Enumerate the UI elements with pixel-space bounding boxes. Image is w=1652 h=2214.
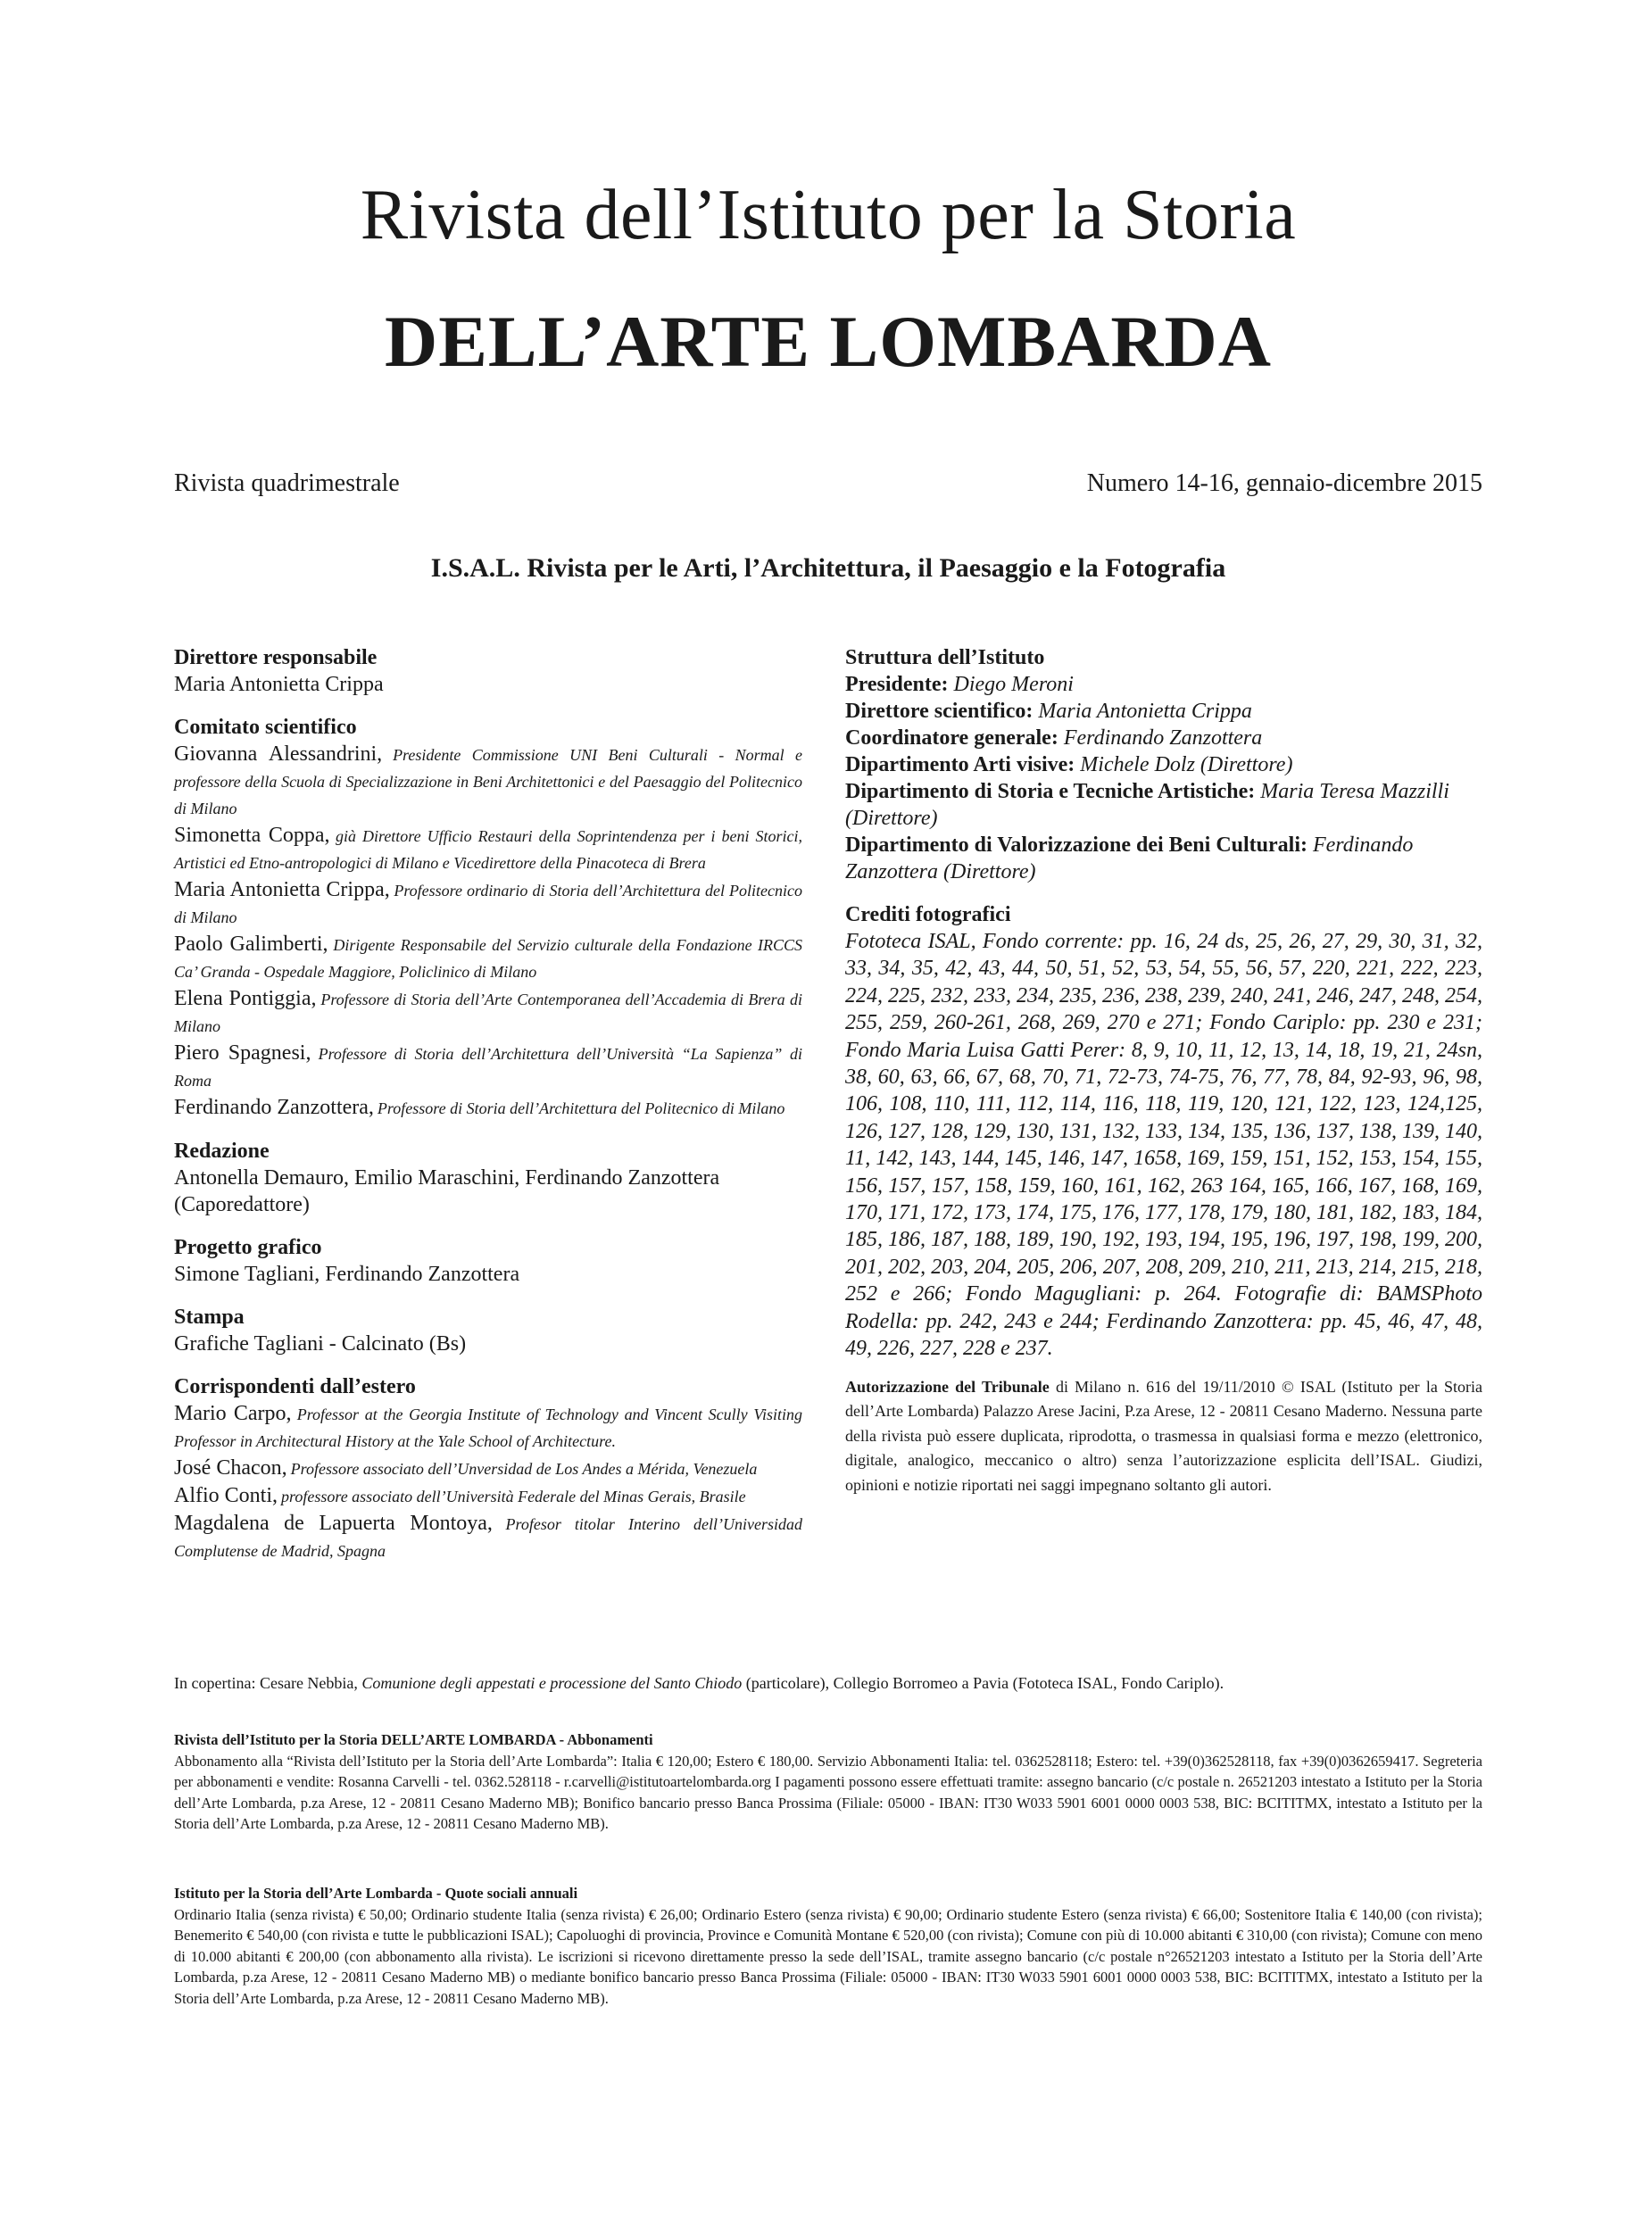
role-valorizzazione: Dipartimento di Valorizzazione dei Beni Culturali: Ferdinando Zanzottera (Direttore) bbox=[845, 833, 1414, 883]
member-role: Professore di Storia dell’Architettura dell’Università “La Sapienza” di Roma bbox=[174, 1045, 802, 1090]
comitato-member bbox=[174, 741, 802, 822]
member-name: Piero Spagnesi, bbox=[174, 1041, 311, 1065]
corrispondente bbox=[174, 1510, 802, 1564]
cover-work-title: Comunione degli appestati e processione del Santo Chiodo bbox=[361, 1674, 743, 1692]
quote-sociali-text: Ordinario Italia (senza rivista) € 50,00; Ordinario studente Italia (senza rivista) € 26,00; Ordinario Estero (senza rivista) € 90,00; Ordinario studente Estero (senza rivista) € 66,00; Sostenitore Italia € 140,00 (con rivista); Benemerito € 540,00 (con rivista e tutte le pubblicazioni ISAL); Capoluoghi di provincia, Province e Comunità Montane € 520,00 (con rivista); Comune con più di 10.000 abitanti € 310,00 (con rivista); Comune con meno di 10.000 abitanti € 200,00 (con abbonamento alla rivista). Le iscrizioni si ricevono direttamente presso la sede dell’ISAL, tramite assegno bancario (c/c postale n°26521203 intestato a Istituto per la Storia dell’Arte Lombarda, p.za Arese, 12 - 20811 Cesano Maderno MB) o mediante bonifico bancario presso Banca Prossima (Filiale: 05000 - IBAN: IT30 W033 5901 6001 0000 0003 538, BIC: BCITITMX, intestato a Istituto per la Storia dell’Arte Lombarda, p.za Arese, 12 - 20811 Cesano Maderno MB). bbox=[174, 1905, 1482, 2007]
quote-sociali-heading: Istituto per la Storia dell’Arte Lombarda - Quote sociali annuali bbox=[174, 1885, 578, 1902]
member-role: professore associato dell’Università Federale del Minas Gerais, Brasile bbox=[281, 1488, 746, 1505]
autorizzazione-body: di Milano n. 616 del 19/11/2010 © ISAL (Istituto per la Storia dell’Arte Lombarda) Palazzo Arese Jacini, P.za Arese, 12 - 20811 Cesano Maderno. Nessuna parte della rivista può essere duplicata, riprodotta, o trasmessa in qualsiasi forma e mezzo (elettronico, digitale, analogico, meccanico o altro) senza l’autorizzazione esplicita dell’ISAL. Giudizi, opinioni e notizie riportati nei saggi impegnano soltanto gli autori. bbox=[845, 1377, 1483, 1494]
member-name: Paolo Galimberti, bbox=[174, 933, 328, 956]
comitato-member bbox=[174, 876, 802, 931]
comitato-member bbox=[174, 1094, 802, 1122]
journal-subtitle: I.S.A.L. Rivista per le Arti, l’Architettura, il Paesaggio e la Fotografia bbox=[430, 553, 1226, 583]
periodicity-label: Rivista quadrimestrale bbox=[174, 469, 400, 497]
direttore-name: Maria Antonietta Crippa bbox=[174, 673, 384, 696]
journal-title-line2: DELL’ARTE LOMBARDA bbox=[385, 301, 1272, 382]
member-role: Professor at the Georgia Institute of Technology and Vincent Scully Visiting Professor in Architectural History at the Yale School of Architecture. bbox=[174, 1406, 802, 1450]
member-name: José Chacon, bbox=[174, 1456, 287, 1480]
member-name: Elena Pontiggia, bbox=[174, 987, 317, 1010]
quote-sociali-block bbox=[174, 1883, 1482, 2009]
role-presidente: Presidente: Diego Meroni bbox=[845, 673, 1074, 696]
member-role: Professore di Storia dell’Architettura del Politecnico di Milano bbox=[377, 1099, 785, 1117]
member-name: Magdalena de Lapuerta Montoya, bbox=[174, 1512, 493, 1535]
issue-number-label: Numero 14-16, gennaio-dicembre 2015 bbox=[1086, 469, 1482, 497]
comitato-member bbox=[174, 985, 802, 1040]
colophon-page bbox=[174, 0, 1482, 2214]
member-role: Profesor titolar Interino dell’Universidad Complutense de Madrid, Spagna bbox=[174, 1515, 803, 1560]
abbonamenti-text: Abbonamento alla “Rivista dell’Istituto per la Storia dell’Arte Lombarda”: Italia € 120,00; Estero € 180,00. Servizio Abbonamenti Italia: tel. 0362528118; Estero: tel. +39(0)362528118, fax +39(0)0362659417. Segreteria per abbonamenti e vendite: Rosanna Carvelli - tel. 0362.528118 - r.carvelli@istitutoartelombarda.org I pagamenti possono essere effettuati tramite: assegno bancario (c/c postale n. 26521203 intestato a Istituto per la Storia dell’Arte Lombarda, p.za Arese, 12 - 20811 Cesano Maderno MB); Bonifico bancario presso Banca Prossima (Filiale: 05000 - IBAN: IT30 W033 5901 6001 0000 0003 538, BIC: BCITITMX, intestato a Istituto per la Storia dell’Arte Lombarda, p.za Arese, 12 - 20811 Cesano Maderno MB). bbox=[174, 1752, 1482, 1832]
role-storia-tecniche: Dipartimento di Storia e Tecniche Artistiche: Maria Teresa Mazzilli (Direttore) bbox=[845, 780, 1449, 830]
corrispondenti-heading: Corrispondenti dall’estero bbox=[174, 1375, 416, 1398]
role-arti-visive: Dipartimento Arti visive: Michele Dolz (Direttore) bbox=[845, 753, 1293, 776]
redazione-text: Antonella Demauro, Emilio Maraschini, Ferdinando Zanzottera (Caporedattore) bbox=[174, 1166, 720, 1216]
corrispondente bbox=[174, 1400, 802, 1455]
comitato-member bbox=[174, 1040, 802, 1094]
member-role: Professore di Storia dell’Arte Contemporanea dell’Accademia di Brera di Milano bbox=[174, 991, 802, 1035]
member-role: già Direttore Ufficio Restauri della Soprintendenza per i beni Storici, Artistici ed Etno-antropologici di Milano e Vicedirettore della Pinacoteca di Brera bbox=[174, 827, 803, 872]
member-name: Alfio Conti, bbox=[174, 1484, 278, 1507]
member-name: Mario Carpo, bbox=[174, 1402, 292, 1425]
corrispondente bbox=[174, 1455, 802, 1482]
redazione-heading: Redazione bbox=[174, 1140, 270, 1163]
stampa-heading: Stampa bbox=[174, 1306, 245, 1329]
member-role: Professore ordinario di Storia dell’Architettura del Politecnico di Milano bbox=[174, 882, 803, 926]
abbonamenti-heading: Rivista dell’Istituto per la Storia DELL’ARTE LOMBARDA - Abbonamenti bbox=[174, 1731, 653, 1748]
progetto-heading: Progetto grafico bbox=[174, 1236, 322, 1259]
left-column bbox=[174, 644, 802, 1564]
right-column bbox=[845, 644, 1482, 1497]
member-name: Maria Antonietta Crippa, bbox=[174, 878, 390, 901]
comitato-member bbox=[174, 822, 802, 876]
corrispondente bbox=[174, 1482, 802, 1510]
role-direttore-scientifico: Direttore scientifico: Maria Antonietta Crippa bbox=[845, 700, 1252, 723]
cover-caption: In copertina: Cesare Nebbia, Comunione degli appestati e processione del Santo Chiodo (particolare), Collegio Borromeo a Pavia (Fototeca ISAL, Fondo Cariplo). bbox=[174, 1674, 1224, 1692]
member-name: Ferdinando Zanzottera, bbox=[174, 1096, 374, 1119]
abbonamenti-block bbox=[174, 1729, 1482, 1835]
comitato-member bbox=[174, 931, 802, 985]
autorizzazione-text bbox=[845, 1375, 1482, 1498]
member-role: Professore associato dell’Unversidad de Los Andes a Mérida, Venezuela bbox=[290, 1460, 758, 1478]
member-role: Presidente Commissione UNI Beni Culturali - Normal e professore della Scuola di Specializzazione in Beni Architettonici e del Paesaggio del Politecnico di Milano bbox=[174, 746, 803, 817]
member-role: Dirigente Responsabile del Servizio culturale della Fondazione IRCCS Ca’ Granda - Ospedale Maggiore, Policlinico di Milano bbox=[174, 936, 803, 981]
autorizzazione-label: Autorizzazione del Tribunale bbox=[845, 1377, 1050, 1396]
crediti-text: Fototeca ISAL, Fondo corrente: pp. 16, 24 ds, 25, 26, 27, 29, 30, 31, 32, 33, 34, 35, 42, 43, 44, 50, 51, 52, 53, 54, 55, 56, 57, 220, 221, 222, 223, 224, 225, 232, 233, 234, 235, 236, 238, 239, 240, 241, 246, 247, 248, 254, 255, 259, 260-261, 268, 269, 270 e 271; Fondo Cariplo: pp. 230 e 231; Fondo Maria Luisa Gatti Perer: 8, 9, 10, 11, 12, 13, 14, 18, 19, 21, 24sn, 38, 60, 63, 66, 67, 68, 70, 71, 72-73, 74-75, 76, 77, 78, 84, 92-93, 96, 98, 106, 108, 110, 111, 112, 114, 116, 118, 119, 120, 121, 122, 123, 124,125, 126, 127, 128, 129, 130, 131, 132, 133, 134, 135, 136, 137, 138, 139, 140, 11, 142, 143, 144, 145, 146, 147, 1658, 169, 159, 151, 152, 153, 154, 155, 156, 157, 157, 158, 159, 160, 161, 162, 263 164, 165, 166, 167, 168, 169, 170, 171, 172, 173, 174, 175, 176, 177, 178, 179, 180, 181, 182, 183, 184, 185, 186, 187, 188, 189, 190, 192, 193, 194, 195, 196, 197, 198, 199, 200, 201, 202, 203, 204, 205, 206, 207, 208, 209, 210, 211, 213, 214, 215, 218, 252 e 266; Fondo Magugliani: p. 264. Fotografie di: BAMSPhoto Rodella: pp. 242, 243 e 244; Ferdinando Zanzottera: pp. 45, 46, 47, 48, 49, 226, 227, 228 e 237. bbox=[845, 930, 1482, 1361]
stampa-text: Grafiche Tagliani - Calcinato (Bs) bbox=[174, 1332, 467, 1356]
role-coordinatore: Coordinatore generale: Ferdinando Zanzottera bbox=[845, 726, 1263, 750]
member-name: Giovanna Alessandrini, bbox=[174, 742, 383, 766]
struttura-heading: Struttura dell’Istituto bbox=[845, 646, 1045, 669]
journal-title-line1: Rivista dell’Istituto per la Storia bbox=[360, 176, 1297, 254]
comitato-heading: Comitato scientifico bbox=[174, 716, 357, 739]
direttore-heading: Direttore responsabile bbox=[174, 646, 378, 669]
member-name: Simonetta Coppa, bbox=[174, 824, 330, 847]
progetto-text: Simone Tagliani, Ferdinando Zanzottera bbox=[174, 1263, 520, 1286]
crediti-heading: Crediti fotografici bbox=[845, 903, 1011, 926]
